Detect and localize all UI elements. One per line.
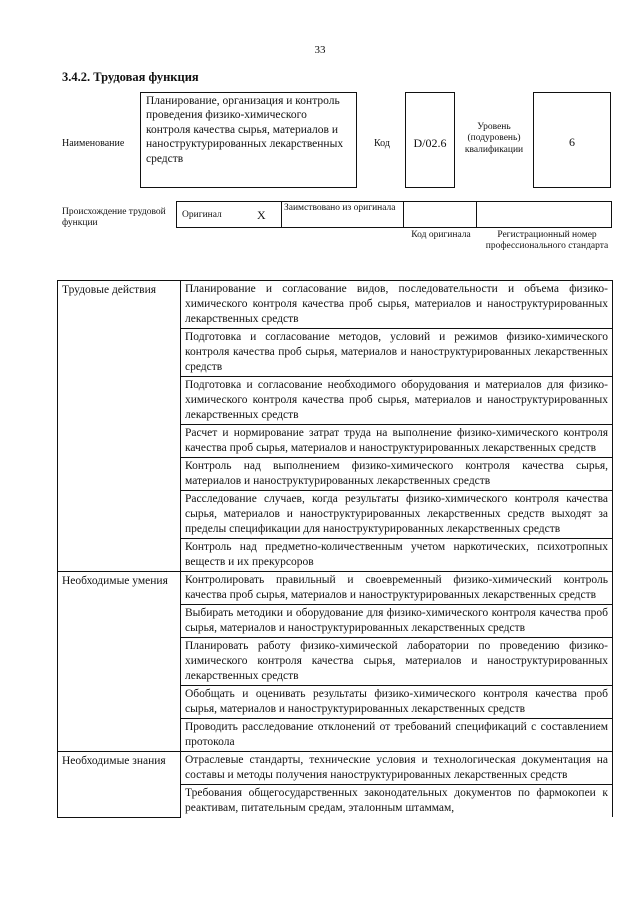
table-row xyxy=(58,572,613,605)
original-label: Оригинал xyxy=(182,210,222,220)
list-item: Контроль над выполнением физико-химического контроля качества сырья, материалов и наноструктурированных лекарственных средств xyxy=(181,458,613,491)
function-details-table xyxy=(57,280,613,818)
registration-number-caption: Регистрационный номер профессионального стандарта xyxy=(485,230,609,252)
level-label: Уровень (подуровень) квалификации xyxy=(464,122,524,155)
name-label: Наименование xyxy=(62,138,125,149)
origin-divider xyxy=(403,202,404,227)
list-item: Подготовка и согласование методов, условий и режимов физико-химического контроля качества проб сырья, материалов и наноструктурированных лекарственных средств xyxy=(181,329,613,377)
list-item: Контроль над предметно-количественным учетом наркотических, психотропных веществ и их прекурсоров xyxy=(181,539,613,572)
list-item: Проводить расследование отклонений от требований спецификаций с составлением протокола xyxy=(181,719,613,752)
list-item: Выбирать методики и оборудование для физико-химического контроля качества проб сырья, материалов и наноструктурированных лекарственных средств xyxy=(181,605,613,638)
list-item: Контролировать правильный и своевременный физико-химический контроль качества проб сырья, материалов и наноструктурированных лекарственных средств xyxy=(181,572,613,605)
list-item: Подготовка и согласование необходимого оборудования и материалов для физико-химического контроля качества проб сырья, материалов и наноструктурированных лекарственных средств xyxy=(181,377,613,425)
list-item: Обобщать и оценивать результаты физико-химического контроля качества проб сырья, материалов и наноструктурированных лекарственных средств xyxy=(181,686,613,719)
list-item: Планирование и согласование видов, последовательности и объема физико-химического контроля качества проб сырья, материалов и наноструктурированных лекарственных средств xyxy=(181,281,613,329)
code-value: D/02.6 xyxy=(413,136,447,150)
list-item: Отраслевые стандарты, технические условия и технологическая документация на составы и методы получения наноструктурированных лекарственных средств xyxy=(181,752,613,785)
table-row xyxy=(58,281,613,329)
origin-original-cell xyxy=(177,202,282,227)
origin-label: Происхождение трудовой функции xyxy=(62,207,166,229)
list-item: Требования общегосударственных законодательных документов по фармокопеи к реактивам, питательным средам, эталонным штаммам, xyxy=(181,785,613,818)
page-number: 33 xyxy=(314,44,326,56)
required-knowledge-label: Необходимые знания xyxy=(58,752,181,818)
list-item: Расследование случаев, когда результаты физико-химического контроля качества сырья, материалов и наноструктурированных лекарственных средств выходят за пределы спецификации для наноструктурированных лекарственных средств xyxy=(181,491,613,539)
list-item: Планировать работу физико-химической лаборатории по проведению физико-химического контроля качества сырья, материалов и наноструктурированных лекарственных средств xyxy=(181,638,613,686)
function-name: Планирование, организация и контроль проведения физико-химического контроля качества сырья, материалов и наноструктурированных лекарственных средств xyxy=(146,95,344,165)
level-value-box xyxy=(533,92,611,188)
function-name-box xyxy=(140,92,357,188)
table-row xyxy=(58,752,613,785)
code-label: Код xyxy=(374,138,390,149)
original-mark: X xyxy=(257,208,266,222)
original-code-caption: Код оригинала xyxy=(411,230,471,240)
borrowed-label: Заимствовано из оригинала xyxy=(284,203,396,213)
origin-divider xyxy=(476,202,477,227)
code-value-box xyxy=(405,92,455,188)
section-title: 3.4.2. Трудовая функция xyxy=(62,70,199,84)
labor-actions-label: Трудовые действия xyxy=(58,281,181,572)
level-value: 6 xyxy=(569,135,575,149)
list-item: Расчет и нормирование затрат труда на выполнение физико-химического контроля качества проб сырья, материалов и наноструктурированных лекарственных средств xyxy=(181,425,613,458)
required-skills-label: Необходимые умения xyxy=(58,572,181,752)
origin-row xyxy=(176,201,612,228)
